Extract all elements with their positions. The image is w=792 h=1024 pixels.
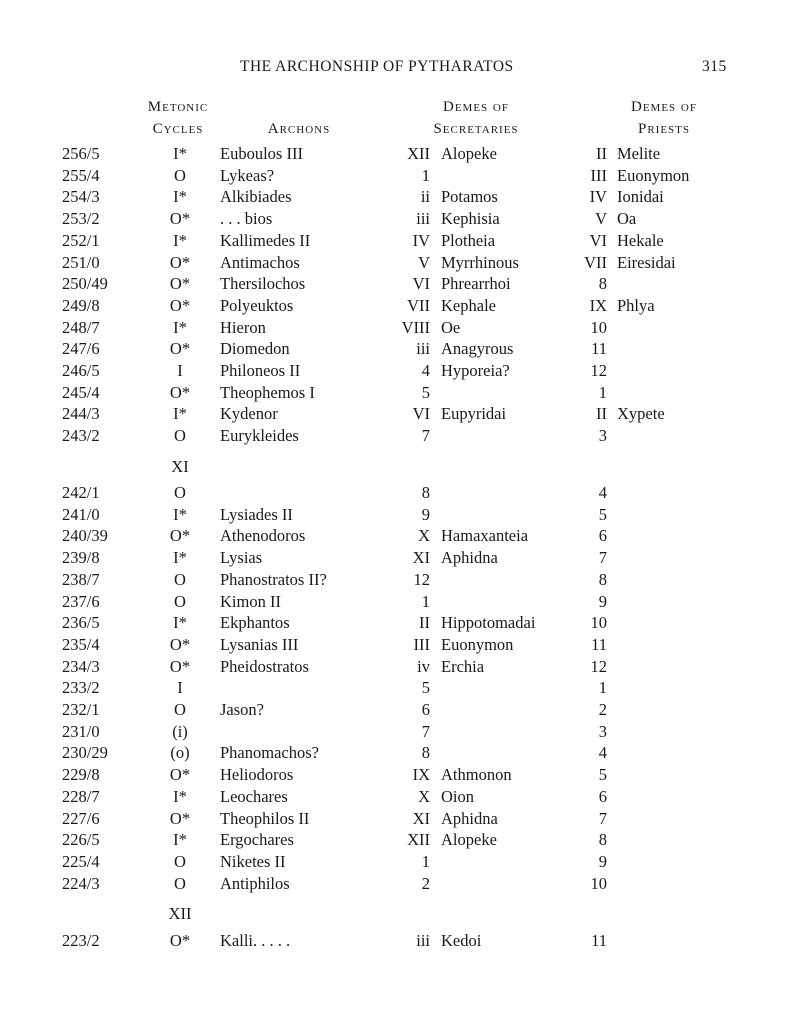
secretary-number-cell: 1 (421, 165, 430, 185)
year-cell: 232/1 (62, 700, 100, 719)
archon-cell: . . . bios (220, 209, 273, 229)
secretary-number-cell: III (413, 634, 430, 654)
year-cell: 226/5 (62, 830, 100, 850)
table-row (0, 425, 792, 447)
cycle-cell: I* (173, 786, 187, 806)
column-header-line: Cycles (152, 121, 204, 137)
priest-number-cell: 5 (598, 504, 607, 524)
secretary-number-cell: iii (416, 339, 430, 359)
secretary-deme-cell: Hyporeia? (441, 361, 510, 380)
year-cell: 251/0 (62, 252, 100, 272)
table-row (0, 230, 792, 252)
year-cell: 228/7 (62, 786, 100, 806)
secretary-number-cell: VI (412, 274, 430, 294)
table-row (0, 764, 792, 786)
cycle-cell: I* (173, 830, 187, 850)
secretary-number-cell: 5 (421, 678, 430, 698)
table-row (0, 208, 792, 230)
secretary-deme-cell: Oe (441, 317, 461, 337)
secretary-number-cell: VII (407, 295, 430, 315)
table-row (0, 829, 792, 851)
archon-cell: Phanomachos? (220, 743, 319, 763)
year-cell: 250/49 (62, 274, 108, 294)
cycle-cell: O* (169, 209, 191, 229)
year-cell: 247/6 (62, 339, 100, 359)
year-cell: 249/8 (62, 295, 100, 315)
year-cell: 230/29 (62, 743, 108, 763)
cycle-cell: O (174, 569, 186, 589)
secretary-number-cell: VI (412, 404, 430, 424)
secretary-number-cell: 8 (421, 483, 430, 502)
priest-number-cell: 7 (598, 548, 607, 568)
cycle-cell: I (177, 678, 183, 698)
secretary-deme-cell: Hippotomadai (441, 613, 536, 633)
cycle-cell: I (177, 361, 183, 380)
cycle-cell: (o) (170, 743, 190, 763)
table-row (0, 677, 792, 699)
archon-cell: Jason? (220, 700, 264, 719)
priest-number-cell: III (590, 165, 607, 185)
year-cell: 246/5 (62, 361, 100, 380)
running-title: THE ARCHONSHIP OF PYTHARATOS (240, 58, 514, 75)
secretary-number-cell: 6 (421, 700, 430, 719)
archon-cell: Lysias (220, 548, 263, 568)
priest-number-cell: 1 (598, 382, 607, 402)
cycle-cell: O (174, 851, 186, 871)
archon-cell: Niketes II (220, 851, 286, 871)
cycle-cell: O* (169, 634, 191, 654)
cycle-cell: O (174, 591, 186, 611)
year-cell: 234/3 (62, 656, 100, 676)
archon-cell: Thersilochos (220, 274, 306, 294)
archon-cell: Philoneos II (220, 361, 301, 380)
priest-deme-cell: Melite (617, 144, 661, 163)
table-row (0, 317, 792, 339)
year-cell: 256/5 (62, 144, 100, 163)
priest-number-cell: 4 (598, 743, 607, 763)
year-cell: 253/2 (62, 209, 100, 229)
secretary-deme-cell: Eupyridai (441, 404, 507, 424)
archon-cell: Diomedon (220, 339, 290, 359)
table-row (0, 504, 792, 526)
secretary-deme-cell: Erchia (441, 656, 485, 676)
priest-number-cell: V (595, 209, 607, 229)
year-cell: 242/1 (62, 483, 100, 502)
cycle-cell: O* (169, 274, 191, 294)
archon-cell: Phanostratos II? (220, 569, 327, 589)
secretary-number-cell: iii (416, 931, 430, 950)
priest-deme-cell: Phlya (617, 295, 655, 315)
priest-number-cell: 5 (598, 765, 607, 785)
secretary-number-cell: 5 (421, 382, 430, 402)
cycle-cell: I* (173, 504, 187, 524)
column-header-line: Secretaries (433, 121, 519, 137)
table-row (0, 338, 792, 360)
cycle-cell: O* (169, 382, 191, 402)
priest-number-cell: 11 (591, 634, 607, 654)
table-row (0, 186, 792, 208)
priest-number-cell: 12 (590, 656, 607, 676)
year-cell: 254/3 (62, 187, 100, 207)
secretary-number-cell: VIII (401, 317, 430, 337)
secretary-deme-cell: Kephale (441, 295, 496, 315)
priest-deme-cell: Xypete (617, 404, 665, 424)
year-cell: 244/3 (62, 404, 100, 424)
priest-deme-cell: Oa (617, 209, 637, 229)
archon-cell: Antimachos (220, 252, 300, 272)
table-row (0, 851, 792, 873)
table-row (0, 569, 792, 591)
table-row (0, 634, 792, 656)
table-row (0, 547, 792, 569)
year-cell: 235/4 (62, 634, 100, 654)
secretary-deme-cell: Alopeke (441, 144, 497, 163)
priest-number-cell: 6 (598, 786, 607, 806)
cycle-cell: I* (173, 404, 187, 424)
year-cell: 238/7 (62, 569, 100, 589)
archon-cell: Alkibiades (220, 187, 292, 207)
secretary-deme-cell: Kephisia (441, 209, 500, 229)
priest-number-cell: 8 (598, 569, 607, 589)
year-cell: 241/0 (62, 504, 100, 524)
cycle-cell: I* (173, 230, 187, 250)
year-cell: 224/3 (62, 873, 100, 893)
year-cell: 240/39 (62, 526, 108, 546)
secretary-deme-cell: Myrrhinous (441, 252, 519, 272)
column-header-line: Demes of (443, 99, 509, 115)
table-row (0, 165, 792, 187)
table-row (0, 699, 792, 721)
priest-number-cell: 1 (598, 678, 607, 698)
year-cell: 252/1 (62, 230, 100, 250)
column-header-line: Demes of (631, 99, 697, 115)
column-header-line: Priests (637, 121, 691, 137)
archon-cell: Ergochares (220, 830, 294, 850)
archon-cell: Hieron (220, 317, 266, 337)
archon-cell: Pheidostratos (220, 656, 309, 676)
metonic-cycle-marker: XI (171, 457, 189, 476)
column-header-line: Archons (267, 121, 331, 137)
priest-number-cell: IX (589, 295, 607, 315)
metonic-cycle-marker: XII (168, 904, 192, 923)
archon-cell: Kalli. . . . . (220, 931, 291, 950)
secretary-number-cell: iv (417, 656, 430, 676)
secretary-number-cell: 9 (421, 504, 430, 524)
cycle-cell: I* (173, 187, 187, 207)
priest-number-cell: 8 (598, 274, 607, 294)
priest-number-cell: VI (589, 230, 607, 250)
priest-number-cell: 10 (590, 873, 607, 893)
archon-cell: Lysanias III (220, 634, 299, 654)
archon-cell: Polyeuktos (220, 295, 294, 315)
cycle-cell: O* (169, 252, 191, 272)
table-row (0, 873, 792, 895)
secretary-deme-cell: Aphidna (441, 808, 498, 828)
priest-number-cell: II (596, 144, 607, 163)
archon-cell: Ekphantos (220, 613, 290, 633)
archon-cell: Lysiades II (220, 504, 293, 524)
archon-cell: Kimon II (220, 591, 281, 611)
priest-number-cell: 4 (598, 483, 607, 502)
table-row (0, 252, 792, 274)
cycle-cell: (i) (172, 721, 188, 741)
cycle-cell: I* (173, 613, 187, 633)
year-cell: 248/7 (62, 317, 100, 337)
secretary-number-cell: IV (412, 230, 430, 250)
priest-number-cell: 10 (590, 613, 607, 633)
secretary-number-cell: XI (412, 808, 430, 828)
secretary-number-cell: 1 (421, 851, 430, 871)
table-row (0, 721, 792, 743)
archon-cell: Theophemos I (220, 382, 315, 402)
archon-cell: Theophilos II (220, 808, 310, 828)
secretary-number-cell: 7 (421, 721, 430, 741)
cycle-cell: O (174, 165, 186, 185)
table-row (0, 403, 792, 425)
priest-deme-cell: Hekale (617, 230, 664, 250)
secretary-number-cell: 7 (421, 426, 430, 446)
year-cell: 233/2 (62, 678, 100, 698)
table-row (0, 786, 792, 808)
priest-number-cell: VII (584, 252, 607, 272)
archon-cell: Heliodoros (220, 765, 294, 785)
priest-number-cell: 11 (591, 339, 607, 359)
secretary-deme-cell: Alopeke (441, 830, 497, 850)
table-row (0, 808, 792, 830)
table-row (0, 525, 792, 547)
archon-cell: Euboulos III (220, 144, 303, 163)
priest-number-cell: 9 (598, 591, 607, 611)
archon-cell: Antiphilos (220, 873, 290, 893)
secretary-number-cell: XII (407, 144, 430, 163)
priest-number-cell: 10 (590, 317, 607, 337)
secretary-deme-cell: Oion (441, 786, 474, 806)
archon-cell: Kallimedes II (220, 230, 311, 250)
secretary-number-cell: XII (407, 830, 430, 850)
page-number: 315 (702, 58, 727, 75)
table-row (0, 295, 792, 317)
table-row (0, 143, 792, 165)
table-row (0, 930, 792, 952)
year-cell: 236/5 (62, 613, 100, 633)
table-row (0, 612, 792, 634)
priest-number-cell: 11 (591, 931, 607, 950)
table-row (0, 591, 792, 613)
secretary-number-cell: 2 (421, 873, 430, 893)
cycle-cell: I* (173, 317, 187, 337)
year-cell: 243/2 (62, 426, 100, 446)
archon-cell: Kydenor (220, 404, 278, 424)
secretary-number-cell: IX (412, 765, 430, 785)
cycle-cell: O (174, 873, 186, 893)
secretary-number-cell: 1 (421, 591, 430, 611)
priest-deme-cell: Euonymon (617, 165, 690, 185)
secretary-deme-cell: Plotheia (441, 230, 496, 250)
cycle-cell: O (174, 483, 186, 502)
secretary-deme-cell: Hamaxanteia (441, 526, 529, 546)
priest-number-cell: II (596, 404, 607, 424)
table-row (0, 742, 792, 764)
archon-cell: Athenodoros (220, 526, 306, 546)
secretary-number-cell: II (419, 613, 430, 633)
cycle-cell: O (174, 700, 186, 719)
year-cell: 245/4 (62, 382, 100, 402)
secretary-number-cell: X (418, 786, 430, 806)
secretary-number-cell: V (418, 252, 430, 272)
cycle-cell: O* (169, 526, 191, 546)
cycle-cell: O* (169, 295, 191, 315)
table-row (0, 273, 792, 295)
secretary-number-cell: ii (420, 187, 430, 207)
secretary-deme-cell: Kedoi (441, 931, 482, 950)
year-cell: 239/8 (62, 548, 100, 568)
priest-number-cell: 8 (598, 830, 607, 850)
table-row (0, 656, 792, 678)
column-header-line: Metonic (147, 99, 209, 115)
secretary-number-cell: 8 (421, 743, 430, 763)
year-cell: 237/6 (62, 591, 100, 611)
archon-cell: Leochares (220, 786, 288, 806)
secretary-number-cell: 12 (413, 569, 430, 589)
table-row (0, 382, 792, 404)
priest-number-cell: 3 (598, 721, 607, 741)
priest-number-cell: 9 (598, 851, 607, 871)
cycle-cell: I* (173, 144, 187, 163)
secretary-number-cell: X (418, 526, 430, 546)
priest-number-cell: 3 (598, 426, 607, 446)
secretary-number-cell: XI (412, 548, 430, 568)
secretary-deme-cell: Potamos (441, 187, 498, 207)
cycle-cell: O* (169, 931, 191, 950)
cycle-cell: O (174, 426, 186, 446)
table-row (0, 482, 792, 504)
secretary-deme-cell: Anagyrous (441, 339, 514, 359)
secretary-number-cell: iii (416, 209, 430, 229)
year-cell: 231/0 (62, 721, 100, 741)
table-row (0, 360, 792, 382)
year-cell: 255/4 (62, 165, 100, 185)
year-cell: 227/6 (62, 808, 100, 828)
priest-number-cell: IV (589, 187, 607, 207)
cycle-cell: O* (169, 765, 191, 785)
cycle-cell: O* (169, 808, 191, 828)
year-cell: 225/4 (62, 851, 100, 871)
secretary-deme-cell: Phrearrhoi (441, 274, 511, 294)
priest-number-cell: 7 (598, 808, 607, 828)
cycle-cell: I* (173, 548, 187, 568)
archon-cell: Lykeas? (220, 165, 275, 185)
priest-number-cell: 2 (598, 700, 607, 719)
cycle-cell: O* (169, 656, 191, 676)
cycle-cell: O* (169, 339, 191, 359)
secretary-deme-cell: Euonymon (441, 634, 514, 654)
priest-deme-cell: Ionidai (617, 187, 664, 207)
priest-number-cell: 6 (598, 526, 607, 546)
secretary-deme-cell: Athmonon (441, 765, 512, 785)
archon-cell: Eurykleides (220, 426, 299, 446)
year-cell: 229/8 (62, 765, 100, 785)
secretary-number-cell: 4 (421, 361, 430, 380)
secretary-deme-cell: Aphidna (441, 548, 498, 568)
priest-deme-cell: Eiresidai (617, 252, 676, 272)
year-cell: 223/2 (62, 931, 100, 950)
priest-number-cell: 12 (590, 361, 607, 380)
